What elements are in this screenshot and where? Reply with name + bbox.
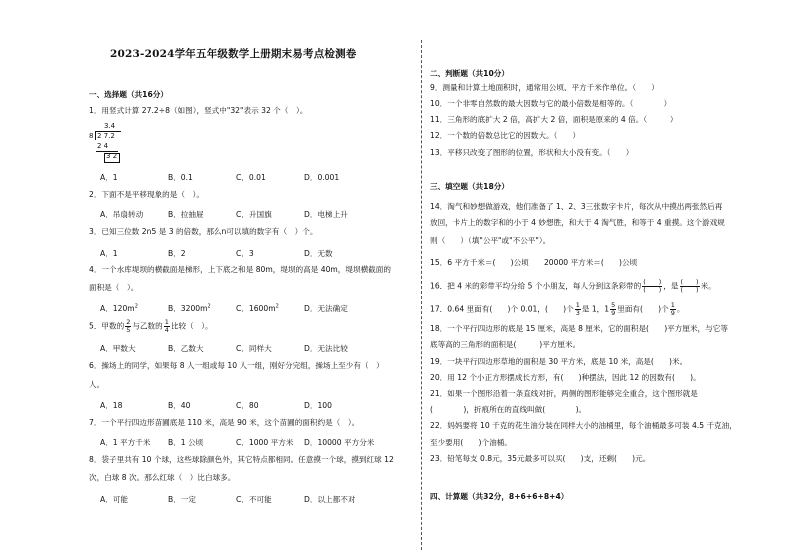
q2-option-c[interactable]: C．升国旗 <box>236 210 272 219</box>
fill-18-line2: 底等高的三角形的面积是( )平方厘米。 <box>430 340 581 349</box>
fill-22-line1: 22．妈妈要将 10 千克的花生油分装在同样大小的油桶里，每个油桶最多可装 4.5 千克油， <box>430 421 737 430</box>
q5-option-d[interactable]: D．无法比较 <box>304 344 348 353</box>
fill-23: 23．铅笔每支 0.8元，35元最多可以买( )支，还剩( )元。 <box>430 454 651 463</box>
question-8-line2: 次，白球 8 次。那么红球（ ）比白球多。 <box>89 473 236 482</box>
ldiv-subtract: 2 4 <box>97 142 109 150</box>
ldiv-divisor: 8 <box>89 132 94 140</box>
q7-option-b[interactable]: B．1 公顷 <box>168 438 204 447</box>
question-6-line2: 人。 <box>89 380 105 389</box>
q5-option-b[interactable]: B．乙数大 <box>168 344 204 353</box>
q6-option-c[interactable]: C．80 <box>236 401 259 410</box>
column-divider <box>421 40 422 550</box>
exam-title: 2023-2024学年五年级数学上册期末易考点检测卷 <box>110 48 357 60</box>
q5-option-c[interactable]: C．同样大 <box>236 344 272 353</box>
question-3: 3．已知三位数 2n5 是 3 的倍数，那么n可以填的数字有（ ）个。 <box>89 227 318 236</box>
q2-option-b[interactable]: B．拉抽屉 <box>168 210 204 219</box>
question-4-line2: 面积是（ ）。 <box>89 283 139 292</box>
q7-option-d[interactable]: D．10000 平方分米 <box>304 438 375 447</box>
fill-21-line2: ( )，折痕所在的直线叫做( )。 <box>430 405 587 414</box>
q5-fraction-2: $\frac{1}{4}$ <box>164 318 169 334</box>
fill-21-line1: 21．如果一个图形沿着一条直线对折，两侧的图形能够完全重合，这个图形就是 <box>430 389 698 398</box>
q4-option-a[interactable]: A．$120m^2$ <box>100 303 138 313</box>
question-2: 2．下面不是平移现象的是（ ）。 <box>89 190 204 199</box>
question-7: 7．一个平行四边形苗圃底是 110 米，高是 90 米，这个苗圃的面积约是（ ）。 <box>89 418 360 427</box>
q1-option-a[interactable]: A．1 <box>100 173 118 182</box>
fill-20: 20．用 12 个小正方形摆成长方形，有( )种摆法，因此 12 的因数有( )。 <box>430 373 701 382</box>
fill-14-line3: 则（ ）（填"公平"或"不公平"）。 <box>430 236 551 245</box>
q1-option-b[interactable]: B．0.1 <box>168 173 193 182</box>
section-calc-heading: 四、计算题（共32分，8+6+6+8+4） <box>430 492 569 501</box>
q1-option-c[interactable]: C．0.01 <box>236 173 266 182</box>
fill-18-line1: 18．一个平行四边形的底是 15 厘米，高是 8 厘米，它的面积是( )平方厘米，与它等 <box>430 324 728 333</box>
f17-fraction-1: $\frac{1}{3}$ <box>575 301 580 317</box>
q4-option-d[interactable]: D．无法确定 <box>304 304 348 313</box>
q8-option-a[interactable]: A．可能 <box>100 495 128 504</box>
q2-option-a[interactable]: A．吊扇转动 <box>100 210 144 219</box>
section-judge-heading: 二、判断题（共10分） <box>430 69 509 78</box>
q6-option-d[interactable]: D．100 <box>304 401 332 410</box>
f16-blank-fraction-1: $\frac{( )}{( )}$ <box>643 278 662 294</box>
q8-option-d[interactable]: D．以上都不对 <box>304 495 356 504</box>
q5-option-a[interactable]: A．甲数大 <box>100 344 136 353</box>
f16-blank-fraction-2: $\frac{( )}{( )}$ <box>680 278 699 294</box>
fill-15: 15．6 平方千米＝( )公顷 20000 平方米＝( )公顷 <box>430 258 638 267</box>
q2-option-d[interactable]: D．电梯上升 <box>304 210 348 219</box>
section-fill-heading: 三、填空题（共18分） <box>430 182 509 191</box>
long-division-figure <box>89 123 129 165</box>
fill-14-line1: 14．淘气和妙想做游戏，他们准备了 1、2、3三张数字卡片，每次从中摸出两张然后再 <box>430 202 723 211</box>
f17-fraction-3: $\frac{1}{9}$ <box>670 301 675 317</box>
judge-9: 9．测量和计算土地面积时，通常用公顷、平方千米作单位。（ ） <box>430 83 659 92</box>
fill-22-line2: 至少要用( )个油桶。 <box>430 438 512 447</box>
q7-option-a[interactable]: A．1 平方千米 <box>100 438 151 447</box>
fill-19: 19．一块平行四边形草地的面积是 30 平方米，底是 10 米，高是( )米。 <box>430 357 688 366</box>
q3-option-b[interactable]: B．2 <box>168 249 186 258</box>
q6-option-b[interactable]: B．40 <box>168 401 191 410</box>
section-choice-heading: 一、选择题（共16分） <box>89 90 168 99</box>
question-1: 1．用竖式计算 27.2÷8（如图），竖式中"32"表示 32 个（ ）。 <box>89 106 308 115</box>
question-4-line1: 4．一个水库堤坝的横截面是梯形，上下底之和是 80m，堤坝的高是 40m，堤坝横截面的 <box>89 265 391 274</box>
q8-option-c[interactable]: C．不可能 <box>236 495 272 504</box>
ldiv-dividend: 2 7.2 <box>97 132 115 140</box>
q7-option-c[interactable]: C．1000 平方米 <box>236 438 294 447</box>
q6-option-a[interactable]: A．18 <box>100 401 123 410</box>
fill-17: 17．0.64 里面有( )个 0.01，( )个 $\frac{1}{3}$ 是 1，1 $\frac{5}{9}$ 里面有( )个 $\frac{1}{9}$ 。 <box>430 301 685 317</box>
fill-16: 16．把 4 米的彩带平均分给 5 个小朋友，每人分到这条彩带的 $\frac{( )}{( )}$ ，是 $\frac{( )}{( )}$ 米。 <box>430 278 716 294</box>
judge-10: 10．一个非零自然数的最大因数与它的最小倍数是相等的。（ ） <box>430 99 672 108</box>
q3-option-a[interactable]: A．1 <box>100 249 118 258</box>
ldiv-remainder: 3 2 <box>106 152 118 160</box>
question-8-line1: 8．袋子里共有 10 个球，这些球除颜色外，其它特点都相同。任意摸一个球，摸到红球 12 <box>89 455 394 464</box>
q4-option-c[interactable]: C．$1600m^2$ <box>236 303 279 313</box>
q4-option-b[interactable]: B．$3200m^2$ <box>168 303 211 313</box>
question-5: 5．甲数的 $\frac{2}{5}$ 与乙数的 $\frac{1}{4}$ 比较（ ）。 <box>89 318 213 334</box>
question-6-line1: 6．操场上的同学，如果每 8 人一组或每 10 人一组，刚好分完组，操场上至少有（ ） <box>89 361 384 370</box>
judge-11: 11．三角形的底扩大 2 倍，高扩大 2 倍，面积是原来的 4 倍。（ ） <box>430 115 678 124</box>
q5-fraction-1: $\frac{2}{5}$ <box>126 318 131 334</box>
judge-13: 13．平移只改变了图形的位置，形状和大小没有变。（ ） <box>430 148 634 157</box>
q3-option-d[interactable]: D．无数 <box>304 249 333 258</box>
judge-12: 12．一个数的倍数总比它的因数大。（ ） <box>430 131 581 140</box>
q8-option-b[interactable]: B．一定 <box>168 495 196 504</box>
ldiv-bracket <box>95 131 96 140</box>
f17-fraction-2: $\frac{5}{9}$ <box>611 301 616 317</box>
fill-14-line2: 放回，卡片上的数字和的小于 4 妙想胜，和大于 4 淘气胜，和等于 4 重摸。这个游戏规 <box>430 218 725 227</box>
ldiv-quotient: 3.4 <box>104 122 116 130</box>
q1-option-d[interactable]: D．0.001 <box>304 173 340 182</box>
q3-option-c[interactable]: C．3 <box>236 249 254 258</box>
